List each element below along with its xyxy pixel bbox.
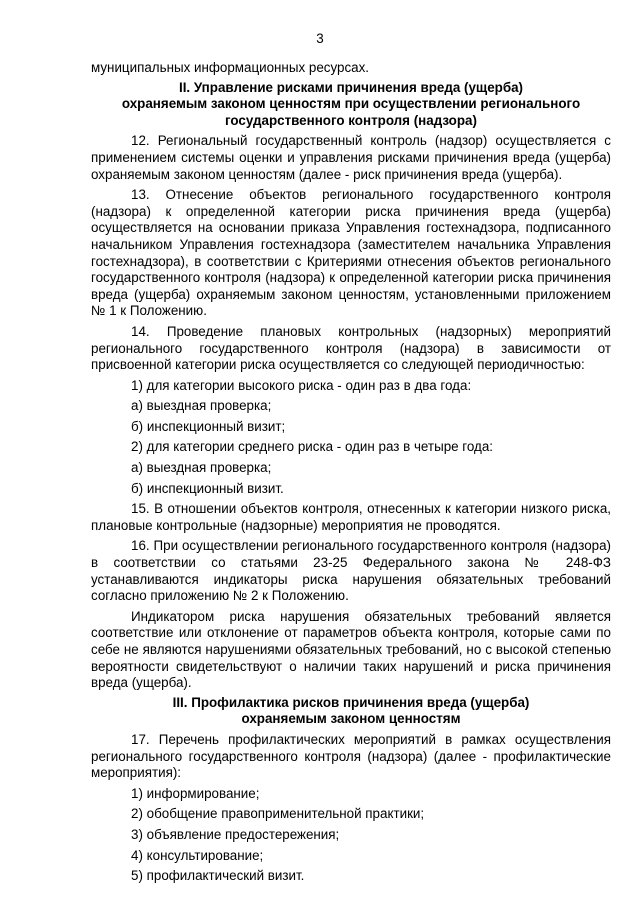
page-number: 3: [316, 31, 324, 46]
list-item: б) инспекционный визит.: [131, 480, 284, 496]
section-2-heading: [91, 80, 611, 130]
list-item: 4) консультирование;: [131, 847, 264, 863]
list-item: 5) профилактический визит.: [131, 868, 305, 884]
list-item: 1) информирование;: [131, 785, 260, 801]
paragraph-17: 17. Перечень профилактических мероприятий в рамках осуществления регионального государственного контроля (надзора) (далее - профилактические мероприятия):: [91, 731, 611, 781]
page-body: [91, 60, 611, 885]
paragraph-15: 15. В отношении объектов контроля, отнесенных к категории низкого риска, плановые контрольные (надзорные) мероприятия не проводятся.: [91, 501, 611, 533]
paragraph-13: 13. Отнесение объектов регионального государственного контроля (надзора) к определенной категории риска причинения вреда (ущерба) осуществляется на основании приказа Управления гостехнадзора, подписанного начальником Управления гостехнадзора (заместителем начальника Управления гостехнадзора), в соответствии с Критериями отнесения объектов регионального государственного контроля (надзора) к определенной категории риска причинения вреда (ущерба) охраняемым законом ценностям, установленными приложением № 1 к Положению.: [91, 187, 611, 319]
section-3-heading-line: III. Профилактика рисков причинения вреда (ущерба): [172, 694, 530, 710]
section-3-heading-line: охраняемым законом ценностям: [241, 711, 461, 727]
periodicity-list: [91, 378, 611, 498]
list-item: б) инспекционный визит;: [131, 418, 286, 434]
prevention-measures-list: [91, 786, 611, 885]
paragraph-14: 14. Проведение плановых контрольных (надзорных) мероприятий регионального государственного контроля (надзора) в зависимости от присвоенной категории риска осуществляется со следующей периодичностью:: [91, 323, 611, 373]
paragraph-12: 12. Региональный государственный контроль (надзор) осуществляется с применением системы оценки и управления рисками причинения вреда (ущерба) охраняемым законом ценностям (далее - риск причинения вреда (ущерба).: [91, 133, 611, 182]
section-2-heading-line: государственного контроля (надзора): [225, 112, 477, 128]
paragraph-16-indicator: Индикатором риска нарушения обязательных требований является соответствие или отклонение от параметров объекта контроля, которые сами по себе не являются нарушениями обязательных требований, но с высокой степенью вероятности свидетельствуют о наличии таких нарушений и риска причинения вреда (ущерба).: [91, 608, 611, 691]
section-2-heading-line: II. Управление рисками причинения вреда (ущерба): [178, 79, 524, 95]
list-item: а) выездная проверка;: [131, 398, 272, 414]
lead-line: муниципальных информационных ресурсах.: [91, 60, 370, 75]
list-item: 2) обобщение правоприменительной практики;: [131, 806, 425, 822]
paragraph-16: 16. При осуществлении регионального государственного контроля (надзора) в соответствии со статьями 23-25 Федерального закона № 248-ФЗ устанавливаются индикаторы риска нарушения обязательных требований согласно приложению № 2 к Положению.: [91, 538, 611, 604]
list-item: 3) объявление предостережения;: [131, 826, 340, 842]
list-item: а) выездная проверка;: [131, 460, 272, 476]
section-3-heading: [91, 695, 611, 728]
list-item: 1) для категории высокого риска - один раз в два года:: [131, 377, 472, 393]
section-2-heading-line: охраняемым законом ценностям при осуществлении регионального: [121, 96, 581, 112]
list-item: 2) для категории среднего риска - один раз в четыре года:: [131, 439, 494, 455]
